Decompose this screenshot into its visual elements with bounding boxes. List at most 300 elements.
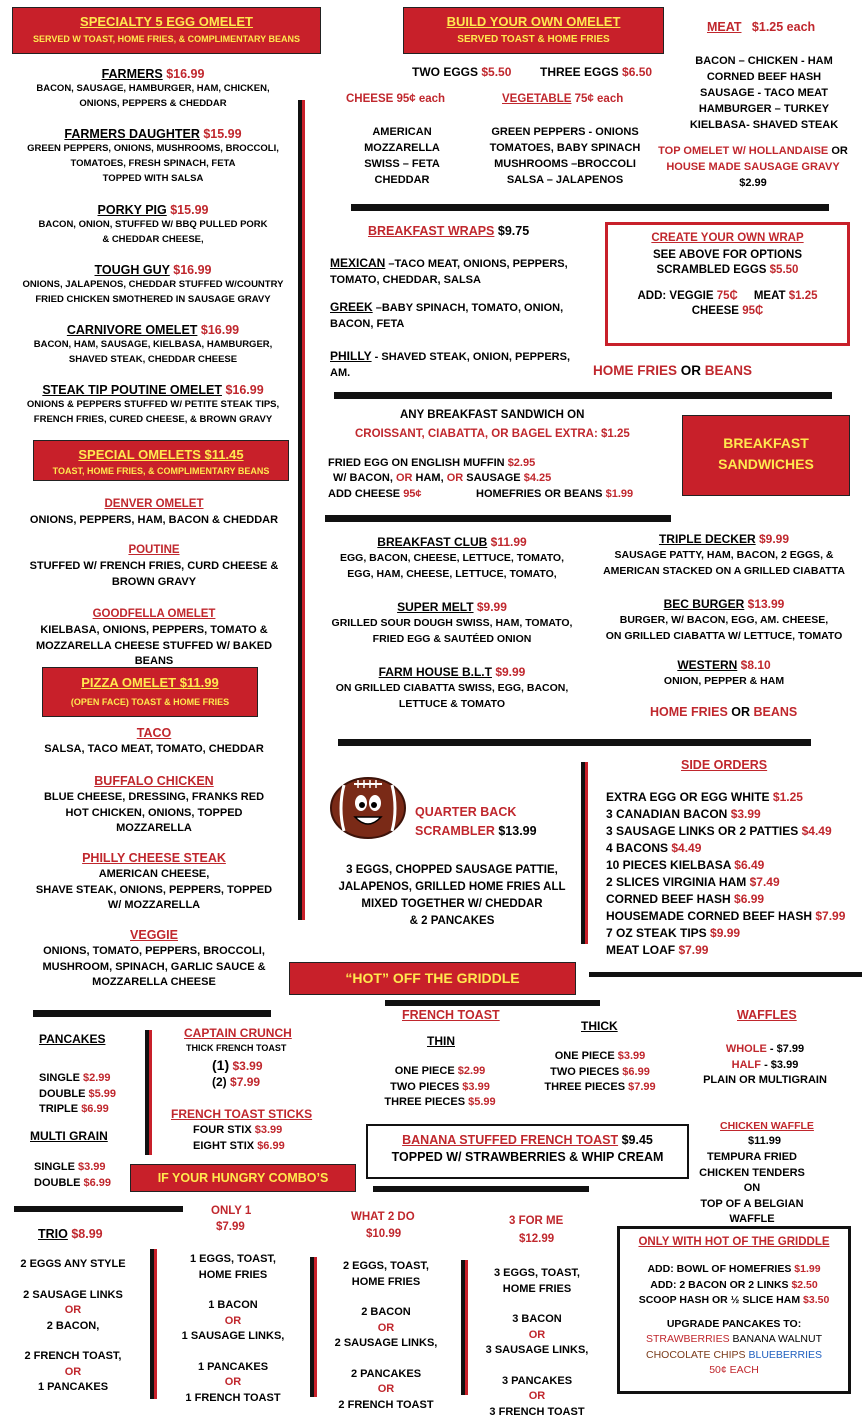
pizza-subtitle: (OPEN FACE) TOAST & HOME FRIES	[43, 697, 257, 707]
griddle-header	[289, 962, 576, 995]
club-name: SUPER MELT	[397, 600, 473, 614]
football-mascot-icon	[330, 775, 406, 841]
trio-items	[8, 1257, 138, 1396]
club-desc: ON GRILLED CIABATTA SWISS, EGG, BACON,	[322, 681, 582, 697]
create-wrap-box	[605, 222, 850, 346]
french-toast-title: FRENCH TOAST	[402, 1008, 500, 1022]
omelet-desc: GREEN PEPPERS, ONIONS, MUSHROOMS, BROCCOLI,	[12, 141, 294, 156]
side-price: $6.99	[734, 892, 764, 906]
cheese-label: CHEESE 95¢ each	[346, 93, 445, 105]
combo-line: 2 EGGS ANY STYLE	[8, 1257, 138, 1273]
combo-line: HOME FRIES	[168, 1268, 298, 1284]
specialty-omelet-header	[12, 7, 321, 54]
addons-title: ONLY WITH HOT OF THE GRIDDLE	[620, 1236, 848, 1248]
item-name: VEGGIE	[16, 927, 292, 944]
price-line	[370, 1064, 510, 1080]
side-price: $9.99	[710, 926, 740, 940]
wrap-desc-2: AM.	[330, 365, 590, 381]
addons-list: ADD: BOWL OF HOMEFRIES $1.99 ADD: 2 BACON OR 2 LINKS $2.50 SCOOP HASH OR ½ SLICE HAM $3.50 UPGRADE PANCAKES TO: STRAWBERRIES BANANA WALNUT CHOCOLATE CHIPS BLUEBERRIES 50¢ EACH	[620, 1262, 848, 1379]
club-item	[322, 534, 582, 582]
club-name: WESTERN	[677, 658, 737, 672]
vegetable-list	[480, 124, 650, 188]
omelet-name-line	[12, 67, 294, 81]
side-name: 10 PIECES KIELBASA	[606, 858, 731, 872]
club-name-line	[322, 534, 582, 551]
item-desc: SALSA, TACO MEAT, TOMATO, CHEDDAR	[16, 742, 292, 758]
combo-line: 1 PANCAKES	[168, 1360, 298, 1376]
list-line: TEMPURA FRIED	[690, 1150, 814, 1166]
list-line: WAFFLE	[690, 1212, 814, 1228]
banana-french-toast-box	[366, 1124, 689, 1179]
side-name: 7 OZ STEAK TIPS	[606, 926, 707, 940]
wrap-item	[330, 348, 590, 381]
club-name-line	[596, 596, 852, 613]
chicken-waffle-desc	[690, 1150, 814, 1228]
captain-crunch-sub: THICK FRENCH TOAST	[186, 1043, 286, 1053]
combo-line: OR	[472, 1328, 602, 1344]
side-price: $1.25	[773, 790, 803, 804]
side-price: $6.49	[734, 858, 764, 872]
omelet-desc: SHAVED STEAK, CHEDDAR CHEESE	[12, 352, 294, 367]
side-item	[606, 806, 845, 823]
griddle-addons-box	[617, 1226, 851, 1394]
list-line: BACON – CHICKEN - HAM	[680, 53, 848, 69]
side-name: EXTRA EGG OR EGG WHITE	[606, 790, 770, 804]
omelet-name: STEAK TIP POUTINE OMELET	[42, 383, 222, 397]
side-price: $4.49	[802, 824, 832, 838]
wrap-line	[330, 255, 590, 272]
menu-item	[16, 542, 292, 590]
item-desc: ONIONS, TOMATO, PEPPERS, BROCCOLI,	[16, 944, 292, 960]
item-desc: SHAVE STEAK, ONIONS, PEPPERS, TOPPED	[16, 883, 292, 899]
omelet-price: $16.99	[225, 383, 263, 397]
omelet-desc: TOMATOES, FRESH SPINACH, FETA	[12, 156, 294, 171]
side-name: 4 BACONS	[606, 841, 668, 855]
divider-wraps	[334, 392, 832, 399]
vegetable-label: VEGETABLE 75¢ each	[502, 93, 623, 105]
homefries-or-beans-sandwich: HOMEFRIES OR BEANS $1.99	[476, 488, 633, 500]
omelet-desc: ONIONS, JALAPENOS, CHEDDAR STUFFED W/COUNTRY	[12, 277, 294, 292]
wrap-name: MEXICAN	[330, 256, 385, 270]
list-line: KIELBASA- SHAVED STEAK	[680, 117, 848, 133]
menu-item	[16, 773, 292, 837]
price-value: $2.99	[458, 1065, 486, 1077]
side-price: $7.99	[815, 909, 845, 923]
club-name: TRIPLE DECKER	[659, 532, 756, 546]
club-desc: EGG, BACON, CHEESE, LETTUCE, TOMATO,	[322, 551, 582, 567]
club-item	[596, 596, 852, 644]
list-line: MIXED TOGETHER W/ CHEDDAR	[322, 896, 582, 913]
omelet-desc: BACON, ONION, STUFFED W/ BBQ PULLED PORK	[12, 217, 294, 232]
side-name: HOUSEMADE CORNED BEEF HASH	[606, 909, 812, 923]
price-name: TWO PIECES	[390, 1081, 459, 1093]
menu-item	[16, 606, 292, 670]
wrap-desc-2: BACON, FETA	[330, 316, 590, 332]
club-name-line	[322, 664, 582, 681]
omelet-price: $16.99	[166, 67, 204, 81]
combo-line: 3 PANCAKES	[472, 1374, 602, 1390]
pancakes-title: PANCAKES	[39, 1032, 105, 1046]
item-desc: W/ MOZZARELLA	[16, 898, 292, 914]
side-item	[606, 908, 845, 925]
omelet-name-line	[12, 127, 294, 141]
omelet-name: FARMERS DAUGHTER	[64, 127, 199, 141]
item-desc: MOZZARELLA	[16, 821, 292, 837]
multigrain-prices: SINGLE $3.99 DOUBLE $6.99	[34, 1160, 111, 1191]
waffle-prices: WHOLE - $7.99 HALF - $3.99 PLAIN OR MULTIGRAIN	[690, 1042, 840, 1089]
meat-label: MEAT $1.25 each	[707, 20, 815, 34]
side-price: $7.49	[750, 875, 780, 889]
divider-griddle-mid	[385, 1000, 600, 1006]
list-line: SAUSAGE - TACO MEAT	[680, 85, 848, 101]
combo-line: 2 PANCAKES	[321, 1367, 451, 1383]
sides-divider	[581, 762, 588, 944]
side-name: MEAT LOAF	[606, 943, 675, 957]
omelet-desc: ONIONS, PEPPERS & CHEDDAR	[12, 96, 294, 111]
three-for-me-price: $12.99	[519, 1233, 554, 1245]
create-wrap-add: ADD: VEGGIE 75₵ MEAT $1.25	[608, 290, 847, 302]
omelet-item	[12, 203, 294, 247]
omelet-desc: FRIED CHICKEN SMOTHERED IN SAUSAGE GRAVY	[12, 292, 294, 307]
create-wrap-title: CREATE YOUR OWN WRAP	[608, 232, 847, 244]
club-name-line	[596, 657, 852, 674]
combo-line: 3 EGGS, TOAST,	[472, 1266, 602, 1282]
create-wrap-line2: SCRAMBLED EGGS $5.50	[608, 264, 847, 276]
omelet-desc: BACON, SAUSAGE, HAMBURGER, HAM, CHICKEN,	[12, 81, 294, 96]
wrap-item	[330, 299, 590, 332]
side-price: $4.49	[671, 841, 701, 855]
build-omelet-header	[403, 7, 664, 54]
item-desc: AMERICAN CHEESE,	[16, 867, 292, 883]
omelet-item	[12, 67, 294, 111]
price-line	[370, 1095, 510, 1111]
omelet-desc: TOPPED WITH SALSA	[12, 171, 294, 186]
price-value: $7.99	[628, 1081, 656, 1093]
three-for-me-items	[472, 1266, 602, 1420]
side-orders-title: SIDE ORDERS	[681, 758, 767, 772]
wrap-desc: - SHAVED STEAK, ONION, PEPPERS,	[372, 351, 570, 363]
list-line: AMERICAN	[342, 124, 462, 140]
qb-name-1: QUARTER BACK	[415, 805, 516, 819]
pancake-divider	[145, 1030, 152, 1155]
list-line: CORNED BEEF HASH	[680, 69, 848, 85]
item-name: PHILLY CHEESE STEAK	[16, 850, 292, 867]
side-item	[606, 840, 845, 857]
omelet-price: $15.99	[203, 127, 241, 141]
list-line: SWISS – FETA	[342, 156, 462, 172]
sandwich-title-2: SANDWICHES	[683, 454, 849, 475]
sandwich-line1: ANY BREAKFAST SANDWICH ON	[400, 409, 584, 421]
banana-sub: TOPPED W/ STRAWBERRIES & WHIP CREAM	[368, 1150, 687, 1164]
chicken-waffle-title: CHICKEN WAFFLE	[720, 1120, 814, 1132]
club-desc: FRIED EGG & SAUTÉED ONION	[322, 632, 582, 648]
omelet-name-line	[12, 263, 294, 277]
multigrain-title: MULTI GRAIN	[30, 1129, 108, 1143]
combo-line: HOME FRIES	[321, 1275, 451, 1291]
club-item	[596, 657, 852, 690]
omelet-name-line	[12, 323, 294, 337]
omelet-name: CARNIVORE OMELET	[67, 323, 198, 337]
divider-griddle-right	[589, 972, 862, 977]
price-line	[530, 1080, 670, 1096]
club-desc: ON GRILLED CIABATTA W/ LETTUCE, TOMATO	[596, 629, 852, 645]
only1-title: ONLY 1	[211, 1205, 251, 1217]
list-line: & 2 PANCAKES	[322, 913, 582, 930]
list-line: GREEN PEPPERS - ONIONS	[480, 124, 650, 140]
list-line: JALAPENOS, GRILLED HOME FRIES ALL	[322, 879, 582, 896]
omelet-item	[12, 383, 294, 427]
club-item	[596, 531, 852, 579]
combo-line: 1 BACON	[168, 1298, 298, 1314]
omelet-item	[12, 323, 294, 367]
price-name: ONE PIECE	[555, 1050, 615, 1062]
divider-banana	[373, 1186, 589, 1192]
side-item	[606, 942, 845, 959]
item-desc: BROWN GRAVY	[16, 575, 292, 591]
club-item	[322, 599, 582, 647]
only1-divider	[310, 1257, 317, 1397]
list-line: MOZZARELLA	[342, 140, 462, 156]
side-item	[606, 925, 845, 942]
waffles-title: WAFFLES	[737, 1008, 797, 1022]
divider-combo	[14, 1206, 183, 1212]
omelet-desc: & CHEDDAR CHEESE,	[12, 232, 294, 247]
item-name: GOODFELLA OMELET	[16, 606, 292, 623]
list-line: SALSA – JALAPENOS	[480, 172, 650, 188]
club-price: $9.99	[477, 600, 507, 614]
item-desc: MUSHROOM, SPINACH, GARLIC SAUCE &	[16, 960, 292, 976]
combo-line: 3 SAUSAGE LINKS,	[472, 1343, 602, 1359]
special-subtitle: TOAST, HOME FRIES, & COMPLIMENTARY BEANS	[34, 466, 288, 476]
breakfast-sandwiches-header	[682, 415, 850, 496]
thick-title: THICK	[581, 1019, 618, 1033]
three-for-me-title: 3 FOR ME	[509, 1215, 563, 1227]
list-line: CHICKEN TENDERS ON	[690, 1166, 814, 1197]
captain-crunch-prices: (1) $3.99 (2) $7.99	[212, 1057, 263, 1090]
club-price: $11.99	[491, 535, 527, 549]
item-desc: BLUE CHEESE, DRESSING, FRANKS RED	[16, 790, 292, 806]
item-name: DENVER OMELET	[16, 496, 292, 513]
combo-line: 1 PANCAKES	[8, 1380, 138, 1396]
menu-item	[16, 725, 292, 758]
omelet-desc: FRENCH FRIES, CURED CHEESE, & BROWN GRAVY	[12, 412, 294, 427]
home-fries-or-beans-2: HOME FRIES OR BEANS	[650, 705, 797, 719]
side-name: 3 CANADIAN BACON	[606, 807, 727, 821]
combo-title: IF YOUR HUNGRY COMBO’S	[131, 1171, 355, 1185]
menu-item	[16, 850, 292, 914]
list-line: MUSHROOMS –BROCCOLI	[480, 156, 650, 172]
combo-line: 2 SAUSAGE LINKS	[8, 1288, 138, 1304]
meat-list	[680, 53, 848, 133]
club-desc: SAUSAGE PATTY, HAM, BACON, 2 EGGS, &	[596, 548, 852, 564]
price-line	[530, 1049, 670, 1065]
only1-price: $7.99	[216, 1221, 245, 1233]
club-price: $13.99	[748, 597, 785, 611]
club-name-line	[322, 599, 582, 616]
omelet-item	[12, 127, 294, 186]
side-orders-list	[606, 789, 845, 959]
price-name: THREE PIECES	[544, 1081, 625, 1093]
club-name-line	[596, 531, 852, 548]
combo-line: OR	[168, 1314, 298, 1330]
price-value: $5.99	[468, 1096, 496, 1108]
club-name: BEC BURGER	[664, 597, 745, 611]
club-price: $9.99	[759, 532, 789, 546]
griddle-title: “HOT” OFF THE GRIDDLE	[290, 970, 575, 986]
thin-prices	[370, 1064, 510, 1111]
banana-title-line: BANANA STUFFED FRENCH TOAST $9.45	[368, 1133, 687, 1147]
combo-line: 2 BACON	[321, 1305, 451, 1321]
cheese-list	[342, 124, 462, 188]
club-desc: ONION, PEPPER & HAM	[596, 674, 852, 690]
item-name: BUFFALO CHICKEN	[16, 773, 292, 790]
combo-line: OR	[168, 1375, 298, 1391]
topping-note: TOP OMELET W/ HOLLANDAISE OR HOUSE MADE SAUSAGE GRAVY $2.99	[655, 143, 851, 191]
sandwich-meat-options: W/ BACON, OR HAM, OR SAUSAGE $4.25	[333, 472, 551, 484]
club-name: BREAKFAST CLUB	[377, 535, 487, 549]
omelet-price: $15.99	[170, 203, 208, 217]
list-line: 3 EGGS, CHOPPED SAUSAGE PATTIE,	[322, 862, 582, 879]
sandwich-title-1: BREAKFAST	[683, 433, 849, 454]
omelet-name-line	[12, 203, 294, 217]
side-price: $7.99	[678, 943, 708, 957]
item-name: POUTINE	[16, 542, 292, 559]
side-item	[606, 789, 845, 806]
club-price: $8.10	[741, 658, 771, 672]
combo-line: 1 EGGS, TOAST,	[168, 1252, 298, 1268]
omelet-item	[12, 263, 294, 307]
combo-line: OR	[8, 1303, 138, 1319]
combo-line: OR	[472, 1389, 602, 1405]
three-eggs: THREE EGGS $6.50	[540, 65, 652, 79]
side-name: 3 SAUSAGE LINKS OR 2 PATTIES	[606, 824, 798, 838]
item-desc: HOT CHICKEN, ONIONS, TOPPED	[16, 806, 292, 822]
only1-items	[168, 1252, 298, 1406]
omelet-name: TOUGH GUY	[95, 263, 170, 277]
omelet-name: FARMERS	[102, 67, 163, 81]
specialty-subtitle: SERVED W TOAST, HOME FRIES, & COMPLIMENTARY BEANS	[13, 34, 320, 44]
menu-item	[16, 927, 292, 991]
menu-item	[16, 496, 292, 529]
wrap-name: GREEK	[330, 300, 373, 314]
price-value: $6.99	[622, 1066, 650, 1078]
two-eggs: TWO EGGS $5.50	[412, 65, 511, 79]
wrap-line	[330, 348, 590, 365]
combo-line: 2 FRENCH TOAST	[321, 1398, 451, 1414]
list-line: TOP OF A BELGIAN	[690, 1197, 814, 1213]
item-desc: ONIONS, PEPPERS, HAM, BACON & CHEDDAR	[16, 513, 292, 529]
thick-prices	[530, 1049, 670, 1096]
pizza-omelet-header	[42, 667, 258, 717]
trio-divider	[150, 1249, 157, 1399]
add-cheese: ADD CHEESE 95¢	[328, 488, 422, 500]
qb-name-2: SCRAMBLER $13.99	[415, 824, 537, 838]
build-subtitle: SERVED TOAST & HOME FRIES	[404, 34, 663, 45]
combo-line: OR	[321, 1321, 451, 1337]
side-name: 2 SLICES VIRGINIA HAM	[606, 875, 746, 889]
combo-line: 2 EGGS, TOAST,	[321, 1259, 451, 1275]
side-item	[606, 874, 845, 891]
fried-egg-muffin: FRIED EGG ON ENGLISH MUFFIN $2.95	[328, 457, 535, 469]
club-price: $9.99	[495, 665, 525, 679]
club-desc: GRILLED SOUR DOUGH SWISS, HAM, TOMATO,	[322, 616, 582, 632]
wrap-desc: –BABY SPINACH, TOMATO, ONION,	[373, 302, 564, 314]
item-desc: MOZZARELLA CHEESE STUFFED W/ BAKED BEANS	[16, 639, 292, 670]
club-name: FARM HOUSE B.L.T	[379, 665, 492, 679]
omelet-desc: BACON, HAM, SAUSAGE, KIELBASA, HAMBURGER,	[12, 337, 294, 352]
price-name: THREE PIECES	[384, 1096, 465, 1108]
club-desc: LETTUCE & TOMATO	[322, 697, 582, 713]
sandwich-line2: CROISSANT, CIABATTA, OR BAGEL EXTRA: $1.25	[355, 428, 630, 440]
list-line: HAMBURGER – TURKEY	[680, 101, 848, 117]
combo-line: 1 SAUSAGE LINKS,	[168, 1329, 298, 1345]
side-item	[606, 891, 845, 908]
create-wrap-line1: SEE ABOVE FOR OPTIONS	[608, 249, 847, 261]
create-wrap-cheese: CHEESE 95₵	[608, 305, 847, 317]
pancake-prices: SINGLE $2.99 DOUBLE $5.99 TRIPLE $6.99	[39, 1071, 116, 1118]
wrap-item	[330, 255, 590, 288]
home-fries-or-beans: HOME FRIES OR BEANS	[593, 363, 752, 378]
combo-header	[130, 1164, 356, 1192]
pizza-title: PIZZA OMELET $11.99	[43, 675, 257, 690]
special-omelets-header	[33, 440, 289, 481]
omelet-name-line	[12, 383, 294, 397]
price-name: TWO PIECES	[550, 1066, 619, 1078]
item-desc: KIELBASA, ONIONS, PEPPERS, TOMATO &	[16, 623, 292, 639]
club-desc: AMERICAN STACKED ON A GRILLED CIABATTA	[596, 564, 852, 580]
list-line: TOMATOES, BABY SPINACH	[480, 140, 650, 156]
build-title: BUILD YOUR OWN OMELET	[404, 14, 663, 29]
divider-griddle-left	[33, 1010, 271, 1017]
french-toast-sticks-title: FRENCH TOAST STICKS	[171, 1107, 312, 1121]
combo-line: HOME FRIES	[472, 1282, 602, 1298]
price-line	[370, 1080, 510, 1096]
divider-sandwich	[325, 515, 671, 522]
club-desc: EGG, HAM, CHEESE, LETTUCE, TOMATO,	[322, 567, 582, 583]
price-value: $3.99	[618, 1050, 646, 1062]
club-desc: BURGER, W/ BACON, EGG, AM. CHEESE,	[596, 613, 852, 629]
combo-line: 2 BACON,	[8, 1319, 138, 1335]
price-line	[530, 1065, 670, 1081]
list-line: CHEDDAR	[342, 172, 462, 188]
club-item	[322, 664, 582, 712]
wrap-line	[330, 299, 590, 316]
combo-line: 3 BACON	[472, 1312, 602, 1328]
item-name: TACO	[16, 725, 292, 742]
price-value: $3.99	[462, 1081, 490, 1093]
combo-line: OR	[321, 1382, 451, 1398]
combo-line: 1 FRENCH TOAST	[168, 1391, 298, 1407]
what2do-items	[321, 1259, 451, 1413]
thin-title: THIN	[427, 1034, 455, 1048]
combo-line: 3 FRENCH TOAST	[472, 1405, 602, 1420]
item-desc: MOZZARELLA CHEESE	[16, 975, 292, 991]
what2do-title: WHAT 2 DO	[351, 1211, 415, 1223]
side-price: $3.99	[731, 807, 761, 821]
captain-crunch-title: CAPTAIN CRUNCH	[184, 1026, 292, 1040]
combo-line: 2 FRENCH TOAST,	[8, 1349, 138, 1365]
combo-line: OR	[8, 1365, 138, 1381]
omelet-price: $16.99	[201, 323, 239, 337]
price-name: ONE PIECE	[395, 1065, 455, 1077]
special-title: SPECIAL OMELETS $11.45	[34, 447, 288, 462]
divider-build	[351, 204, 829, 211]
side-name: CORNED BEEF HASH	[606, 892, 731, 906]
chicken-waffle-price: $11.99	[748, 1135, 781, 1147]
combo-line: 2 SAUSAGE LINKS,	[321, 1336, 451, 1352]
what2do-price: $10.99	[366, 1228, 401, 1240]
left-divider	[298, 100, 305, 920]
